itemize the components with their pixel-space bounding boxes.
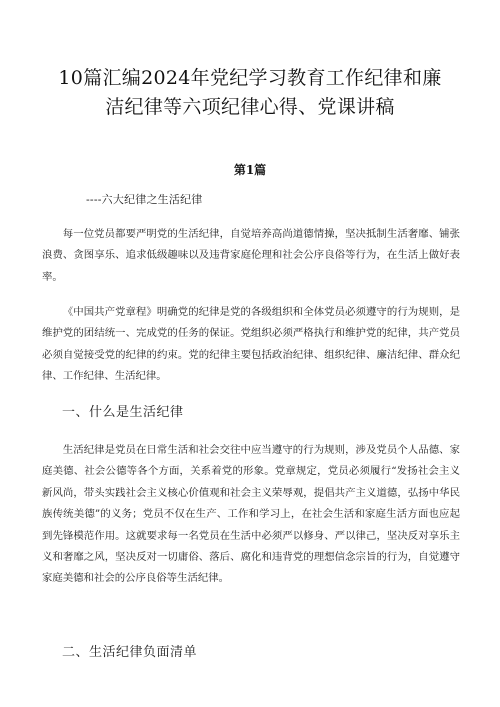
section-subtitle: ----六大纪律之生活纪律 [86,193,203,206]
document-title: 10篇汇编2024年党纪学习教育工作纪律和廉洁纪律等六项纪律心得、党课讲稿 [58,67,442,118]
paragraph-life-discipline-definition: 生活纪律是党员在日常生活和社会交往中应当遵守的行为规则，涉及党员个人品德、家庭美德、社会公德等各个方面，关系着党的形象。党章规定，党员必须履行“发扬社会主义新风尚，带头实践社会主义核心价值观和社会主义荣辱观，提倡共产主义道德，弘扬中华民族传统美德”的义务；党员不仅在生产、工作和学习上，在社会生活和家庭生活方面也应起到先锋模范作用。这就要求每一名党员在生活中必须严以修身、严以律己，坚决反对享乐主义和奢靡之风，坚决反对一切庸俗、落后、腐化和违背党的理想信念宗旨的行为，自觉遵守家庭美德和社会的公序良俗等生活纪律。 [42,444,460,585]
paragraph-party-constitution: 《中国共产党章程》明确党的纪律是党的各级组织和全体党员必须遵守的行为规则，是维护党的团结统一、完成党的任务的保证。党组织必须严格执行和维护党的纪律，共产党员必须自觉接受党的纪律的约束。党的纪律主要包括政治纪律、组织纪律、廉洁纪律、群众纪律、工作纪律、生活纪律。 [42,306,460,383]
chapter-label: 第1篇 [233,163,267,177]
paragraph-intro: 每一位党员都要严明党的生活纪律，自觉培养高尚道德情操，坚决抵制生活奢靡、铺张浪费、贪图享乐、追求低级趣味以及违背家庭伦理和社会公序良俗等行为，在生活上做好表率。 [42,228,460,283]
heading-what-is-life-discipline: 一、什么是生活纪律 [62,405,184,420]
heading-negative-list: 二、生活纪律负面清单 [62,645,198,660]
